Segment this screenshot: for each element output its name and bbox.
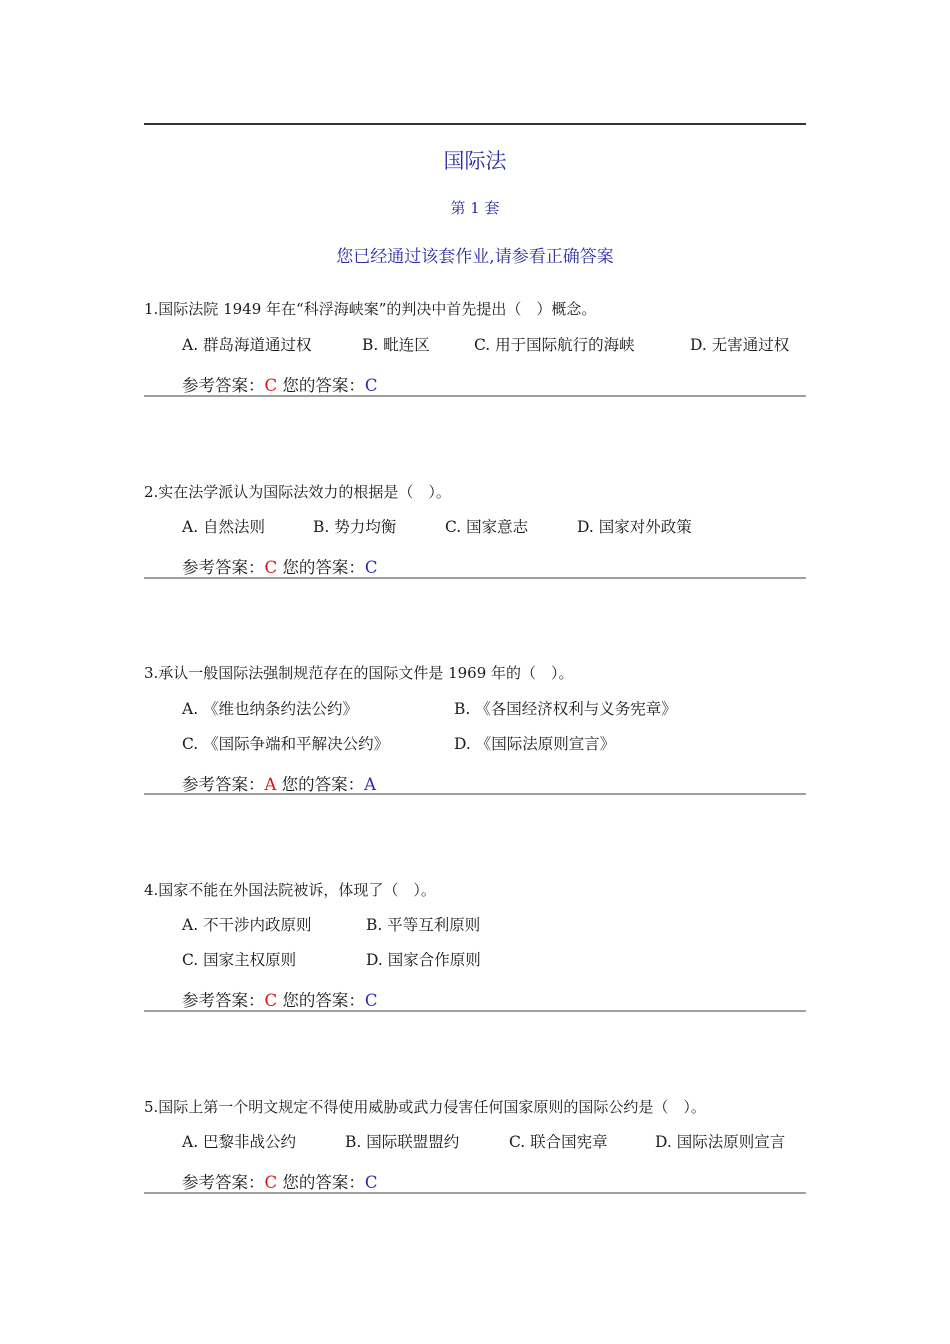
- reference-answer-value: C: [264, 991, 278, 1010]
- option-c: C. 国家主权原则: [182, 951, 297, 969]
- your-answer-label: 您的答案：: [282, 991, 365, 1010]
- answer-line: [182, 554, 378, 578]
- question-stem: 1.国际法院 1949 年在“科浮海峡案”的判决中首先提出（ ）概念。: [144, 300, 597, 318]
- reference-answer-value: C: [264, 558, 278, 577]
- your-answer-value: C: [364, 991, 378, 1010]
- top-divider: [144, 123, 806, 125]
- your-answer-value: A: [364, 775, 377, 794]
- question-divider: [144, 1192, 806, 1194]
- your-answer-value: C: [364, 376, 378, 395]
- your-answer-label: 您的答案：: [282, 558, 365, 577]
- option-a: A. 自然法则: [182, 518, 266, 536]
- answer-line: [182, 771, 376, 795]
- option-c: C. 《国际争端和平解决公约》: [182, 735, 390, 753]
- option-a: A. 《维也纳条约法公约》: [182, 700, 359, 718]
- option-c: C. 联合国宪章: [509, 1133, 608, 1151]
- option-d: D. 国家对外政策: [577, 518, 692, 536]
- option-b: B. 势力均衡: [313, 518, 397, 536]
- your-answer-value: C: [364, 1173, 378, 1192]
- reference-answer-label: 参考答案：: [182, 1173, 265, 1192]
- option-c: C. 国家意志: [445, 518, 529, 536]
- option-d: D. 国家合作原则: [366, 951, 481, 969]
- question-stem: 4.国家不能在外国法院被诉，体现了（ ）。: [144, 881, 436, 899]
- option-d: D. 《国际法原则宣言》: [454, 735, 616, 753]
- option-d: D. 国际法原则宣言: [655, 1133, 786, 1151]
- question-divider: [144, 793, 806, 795]
- question-stem: 3.承认一般国际法强制规范存在的国际文件是 1969 年的（ ）。: [144, 664, 574, 682]
- completion-notice: 您已经通过该套作业,请参看正确答案: [336, 247, 614, 267]
- question-stem: 2.实在法学派认为国际法效力的根据是（ ）。: [144, 483, 451, 501]
- answer-line: [182, 1169, 378, 1193]
- reference-answer-value: C: [264, 376, 278, 395]
- question-divider: [144, 395, 806, 397]
- option-b: B. 毗连区: [362, 336, 430, 354]
- reference-answer-label: 参考答案：: [182, 991, 265, 1010]
- option-d: D. 无害通过权: [690, 336, 790, 354]
- question-divider: [144, 1010, 806, 1012]
- option-b: B. 《各国经济权利与义务宪章》: [454, 700, 677, 718]
- option-c: C. 用于国际航行的海峡: [474, 336, 635, 354]
- option-b: B. 国际联盟盟约: [345, 1133, 460, 1151]
- your-answer-label: 您的答案：: [282, 376, 365, 395]
- reference-answer-label: 参考答案：: [182, 376, 265, 395]
- option-a: A. 群岛海道通过权: [182, 336, 312, 354]
- reference-answer-label: 参考答案：: [182, 558, 265, 577]
- answer-line: [182, 987, 378, 1011]
- page-title: 国际法: [443, 149, 507, 173]
- option-b: B. 平等互利原则: [366, 916, 481, 934]
- question-divider: [144, 577, 806, 579]
- question-stem: 5.国际上第一个明文规定不得使用威胁或武力侵害任何国家原则的国际公约是（ ）。: [144, 1098, 706, 1116]
- option-a: A. 不干涉内政原则: [182, 916, 312, 934]
- your-answer-value: C: [364, 558, 378, 577]
- option-a: A. 巴黎非战公约: [182, 1133, 297, 1151]
- set-number: 第 1 套: [450, 199, 500, 217]
- your-answer-label: 您的答案：: [282, 1173, 365, 1192]
- your-answer-label: 您的答案：: [281, 775, 365, 794]
- reference-answer-label: 参考答案：: [182, 775, 265, 794]
- reference-answer-value: A: [264, 775, 277, 794]
- answer-line: [182, 372, 378, 396]
- reference-answer-value: C: [264, 1173, 278, 1192]
